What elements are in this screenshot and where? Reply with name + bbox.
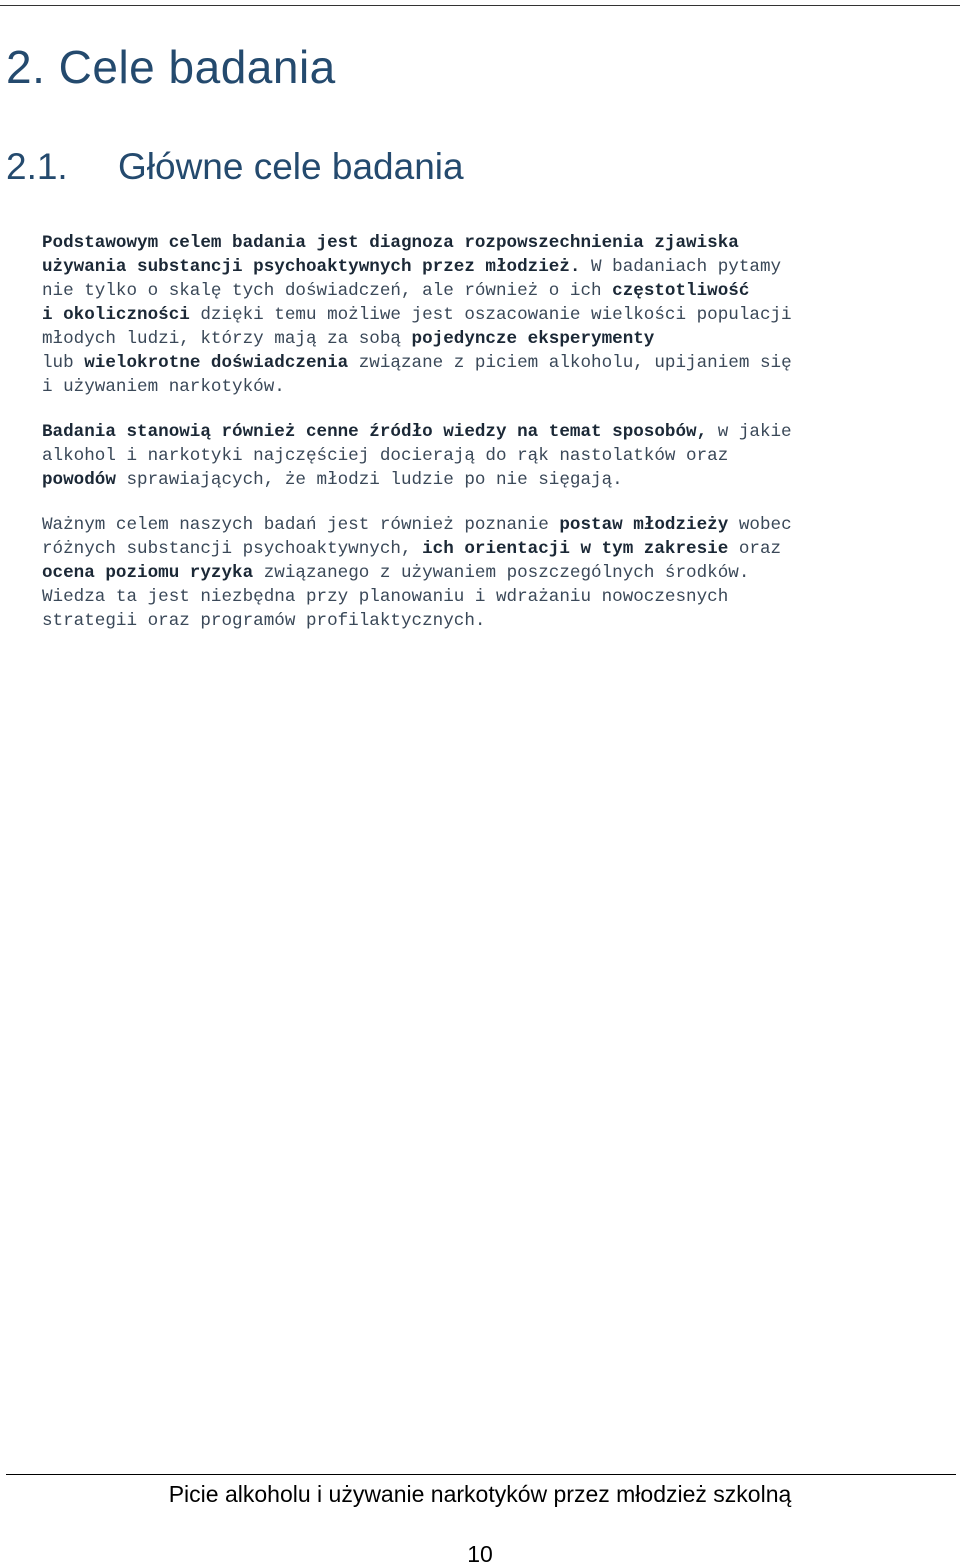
header-rule: [0, 5, 960, 6]
text-line: [42, 303, 942, 327]
plain-text: W badaniach pytamy: [580, 257, 782, 277]
text-line: [42, 255, 942, 279]
paragraph-main-goal: [42, 231, 942, 399]
bold-text: Badania stanowią również cenne źródło wiedzy na temat sposobów,: [42, 422, 708, 442]
text-line: [42, 537, 942, 561]
plain-text: różnych substancji psychoaktywnych,: [42, 539, 423, 559]
plain-text: alkohol i narkotyki najczęściej docierają do rąk nastolatków oraz: [42, 446, 729, 466]
plain-text: dzięki temu możliwe jest oszacowanie wielkości populacji: [189, 305, 792, 325]
text-line: [42, 585, 942, 609]
text-line: [42, 561, 942, 585]
text-line: [42, 231, 942, 255]
page-number: 10: [467, 1541, 493, 1567]
paragraph-knowledge-source: [42, 420, 942, 492]
plain-text: nie tylko o skalę tych doświadczeń, ale również o ich: [42, 281, 613, 301]
plain-text: młodych ludzi, którzy mają za sobą: [42, 329, 412, 349]
text-line: [42, 513, 942, 537]
plain-text: związanego z używaniem poszczególnych środków.: [253, 563, 750, 583]
paragraph-attitudes: [42, 513, 942, 633]
plain-text: lub: [42, 353, 85, 373]
footer-title: Picie alkoholu i używanie narkotyków przez młodzież szkolną: [168, 1481, 792, 1507]
text-line: [42, 609, 942, 633]
bold-text: ich orientacji w tym zakresie: [422, 539, 729, 559]
plain-text: i używaniem narkotyków.: [42, 377, 285, 397]
text-line: [42, 327, 942, 351]
bold-text: wielokrotne doświadczenia: [84, 353, 349, 373]
footer-rule: [6, 1474, 956, 1475]
plain-text: w jakie: [707, 422, 792, 442]
section-number: 2.1.: [6, 146, 68, 187]
chapter-heading: 2. Cele badania: [6, 41, 336, 93]
plain-text: Ważnym celem naszych badań jest również poznanie: [42, 515, 560, 535]
text-line: [42, 444, 942, 468]
bold-text: Podstawowym celem badania jest diagnoza rozpowszechnienia zjawiska: [42, 233, 739, 253]
bold-text: częstotliwość: [612, 281, 750, 301]
bold-text: używania substancji psychoaktywnych przez młodzież.: [42, 257, 581, 277]
bold-text: postaw młodzieży: [559, 515, 729, 535]
bold-text: pojedyncze eksperymenty: [411, 329, 655, 349]
bold-text: powodów: [42, 470, 116, 490]
section-title: Główne cele badania: [118, 146, 464, 187]
plain-text: wobec: [728, 515, 792, 535]
plain-text: związane z piciem alkoholu, upijaniem się: [348, 353, 792, 373]
text-line: [42, 279, 942, 303]
bold-text: i okoliczności: [42, 305, 190, 325]
text-line: [42, 420, 942, 444]
section-heading: [6, 146, 464, 188]
plain-text: oraz: [728, 539, 782, 559]
text-line: [42, 375, 942, 399]
plain-text: strategii oraz programów profilaktycznych.: [42, 611, 486, 631]
bold-text: ocena poziomu ryzyka: [42, 563, 254, 583]
plain-text: Wiedza ta jest niezbędna przy planowaniu i wdrażaniu nowoczesnych: [42, 587, 729, 607]
text-line: [42, 468, 942, 492]
plain-text: sprawiających, że młodzi ludzie po nie sięgają.: [115, 470, 623, 490]
text-line: [42, 351, 942, 375]
